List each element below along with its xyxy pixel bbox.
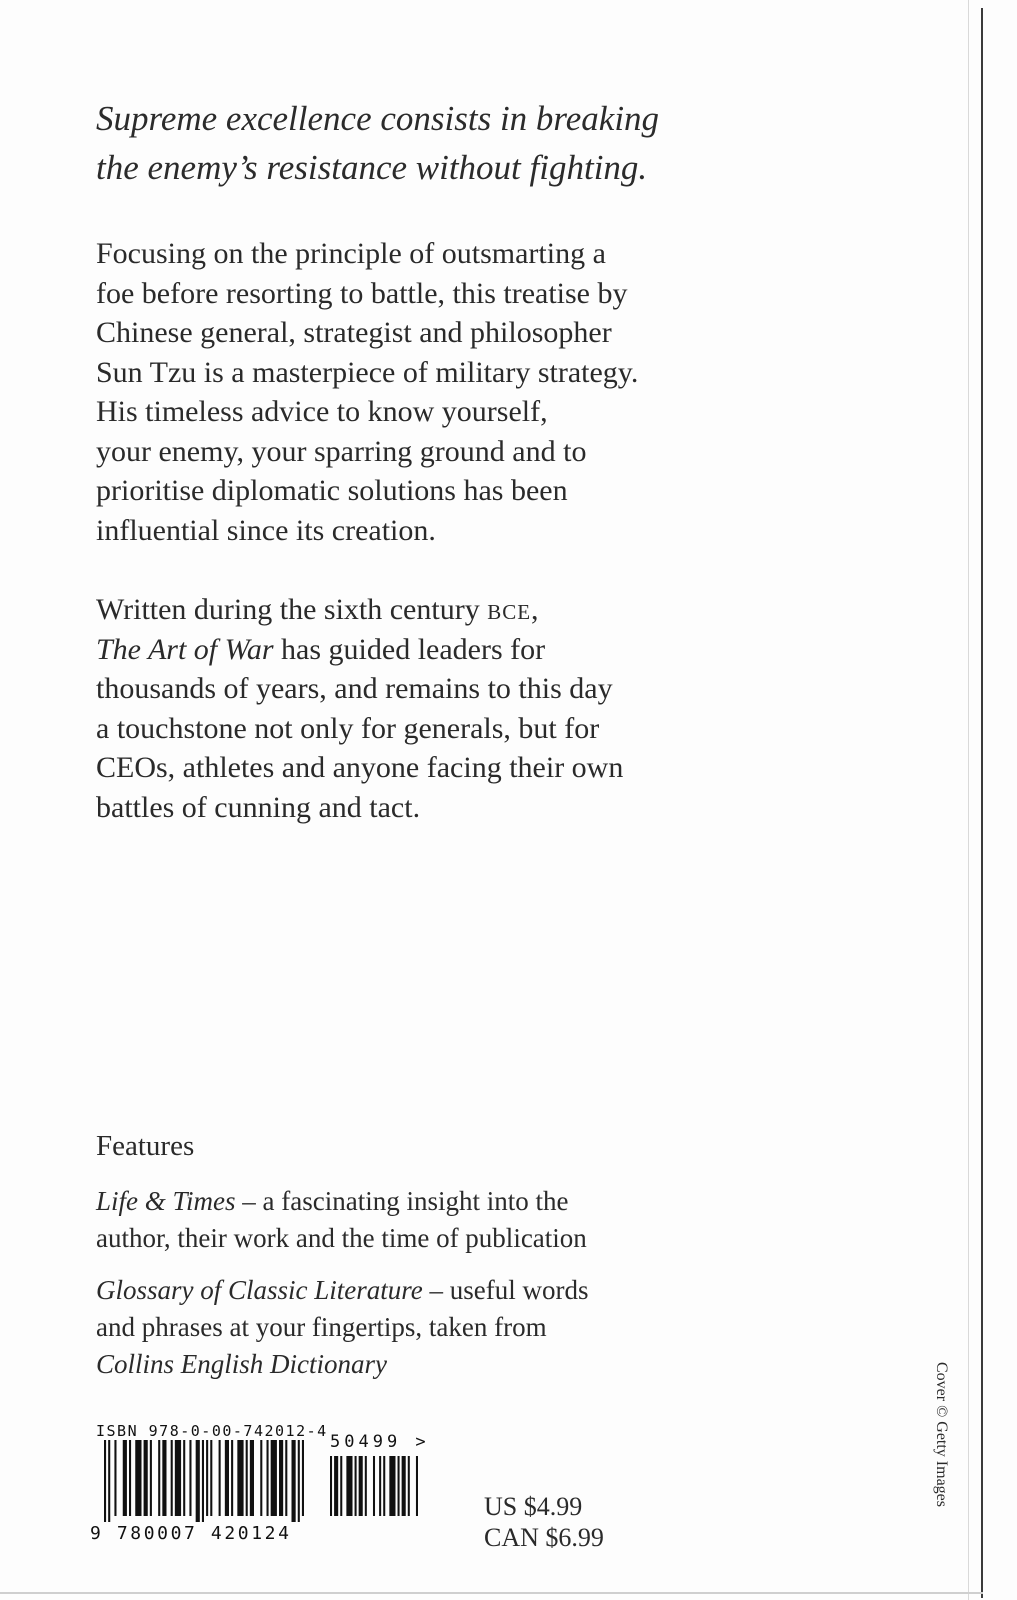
price-addon-barcode (330, 1456, 418, 1522)
barcode-bar (246, 1440, 248, 1516)
text-span: Written during the sixth century (96, 593, 480, 626)
barcode-bar (402, 1456, 406, 1516)
text-line: influential since its creation. (96, 513, 436, 547)
text-line (96, 1183, 736, 1220)
text-span: – useful words (422, 1275, 589, 1305)
spine-shadow (968, 0, 969, 1600)
spine-fold-line (981, 8, 983, 1598)
barcode-bar (379, 1456, 381, 1516)
text-line: thousands of years, and remains to this day (96, 672, 613, 705)
barcode-bar (267, 1440, 269, 1516)
barcode-digits: 9 780007 420124 (90, 1523, 292, 1544)
text-line: and phrases at your fingertips, taken from (96, 1312, 547, 1342)
price-us: US $4.99 (484, 1492, 583, 1521)
barcode-bar (225, 1440, 229, 1516)
barcode-bar (135, 1440, 141, 1516)
bottom-edge (0, 1592, 983, 1594)
barcode-bar (334, 1456, 338, 1516)
description-paragraph-2 (96, 590, 736, 827)
barcode-bar (285, 1440, 287, 1516)
barcode-bar (279, 1440, 283, 1516)
barcode-bar (237, 1440, 243, 1516)
addon-digits: 50499 > (330, 1432, 430, 1452)
text-line: Focusing on the principle of outsmarting a (96, 237, 606, 270)
barcode-bar (175, 1440, 181, 1516)
text-line: foe before resorting to battle, this treatise by (96, 276, 628, 310)
text-line: a touchstone not only for generals, but for (96, 711, 600, 745)
isbn-label: ISBN 978-0-00-742012-4 (96, 1422, 328, 1440)
barcode-bar (389, 1456, 395, 1516)
barcode-bar (298, 1440, 300, 1522)
feature-title: Life & Times (96, 1186, 236, 1216)
barcode-bar (260, 1440, 262, 1516)
text-line: your enemy, your sparring ground and to (96, 434, 587, 468)
barcode-bar (355, 1456, 357, 1516)
era-abbrev: bce (487, 593, 532, 626)
quote-line: Supreme excellence consists in breaking (96, 99, 660, 138)
barcode-bar (340, 1456, 342, 1516)
barcode-bar (250, 1440, 254, 1516)
barcode-bar (408, 1456, 410, 1516)
quote-line: the enemy’s resistance without fighting. (96, 148, 648, 187)
barcode-bar (150, 1440, 152, 1516)
barcode-bar (183, 1440, 185, 1516)
barcode-bar (108, 1440, 110, 1522)
features-heading: Features (96, 1130, 195, 1162)
price-can: CAN $6.99 (484, 1523, 604, 1552)
barcode-bar (196, 1440, 200, 1522)
text-span: has guided leaders for (273, 632, 546, 666)
book-title: The Art of War (96, 632, 274, 666)
text-span: – a fascinating insight into the (235, 1186, 569, 1216)
barcode-bar (271, 1440, 277, 1516)
description-paragraph-1 (96, 234, 736, 550)
barcode-bar (202, 1440, 204, 1522)
barcode-bar (162, 1440, 166, 1516)
barcode-bar (114, 1440, 116, 1516)
barcode-bar (206, 1440, 208, 1516)
text-line: Sun Tzu is a masterpiece of military strategy. (96, 355, 639, 389)
text-line (96, 1272, 736, 1309)
barcode-bar (416, 1456, 418, 1516)
barcode-bar (398, 1456, 400, 1516)
barcode-bar (383, 1456, 385, 1516)
text-line: CEOs, athletes and anyone facing their own (96, 751, 624, 784)
cover-credit: Cover © Getty Images (933, 1362, 950, 1508)
barcode-bar (231, 1440, 233, 1516)
text-line: author, their work and the time of publication (96, 1223, 587, 1253)
barcode-bar (330, 1456, 332, 1516)
text-line (96, 590, 736, 630)
barcode-bar (219, 1440, 221, 1516)
dictionary-source: Collins English Dictionary (96, 1349, 388, 1379)
text-line: prioritise diplomatic solutions has been (96, 474, 568, 507)
feature-glossary (96, 1272, 736, 1383)
punctuation: , (531, 593, 539, 626)
barcode-bar (346, 1456, 352, 1516)
text-line (96, 630, 736, 670)
barcode-bar (210, 1440, 212, 1516)
text-line: Chinese general, strategist and philosopher (96, 316, 612, 349)
text-line: His timeless advice to know yourself, (96, 395, 548, 428)
barcode-bar (123, 1440, 127, 1516)
barcode-bar (302, 1440, 304, 1516)
barcode-bar (104, 1440, 106, 1522)
feature-title: Glossary of Classic Literature (96, 1275, 423, 1305)
barcode-bar (129, 1440, 131, 1516)
barcode-bar (158, 1440, 160, 1516)
barcode-bar (144, 1440, 148, 1516)
barcode-bar (292, 1440, 296, 1522)
barcode-bar (189, 1440, 191, 1516)
text-line: battles of cunning and tact. (96, 790, 421, 824)
barcode-bar (171, 1440, 173, 1516)
barcode-bar (373, 1456, 375, 1516)
feature-life-and-times (96, 1183, 736, 1257)
barcode-bar (359, 1456, 363, 1516)
epigraph-quote (96, 94, 736, 192)
barcode-bar (365, 1456, 367, 1516)
isbn-barcode (104, 1440, 304, 1522)
